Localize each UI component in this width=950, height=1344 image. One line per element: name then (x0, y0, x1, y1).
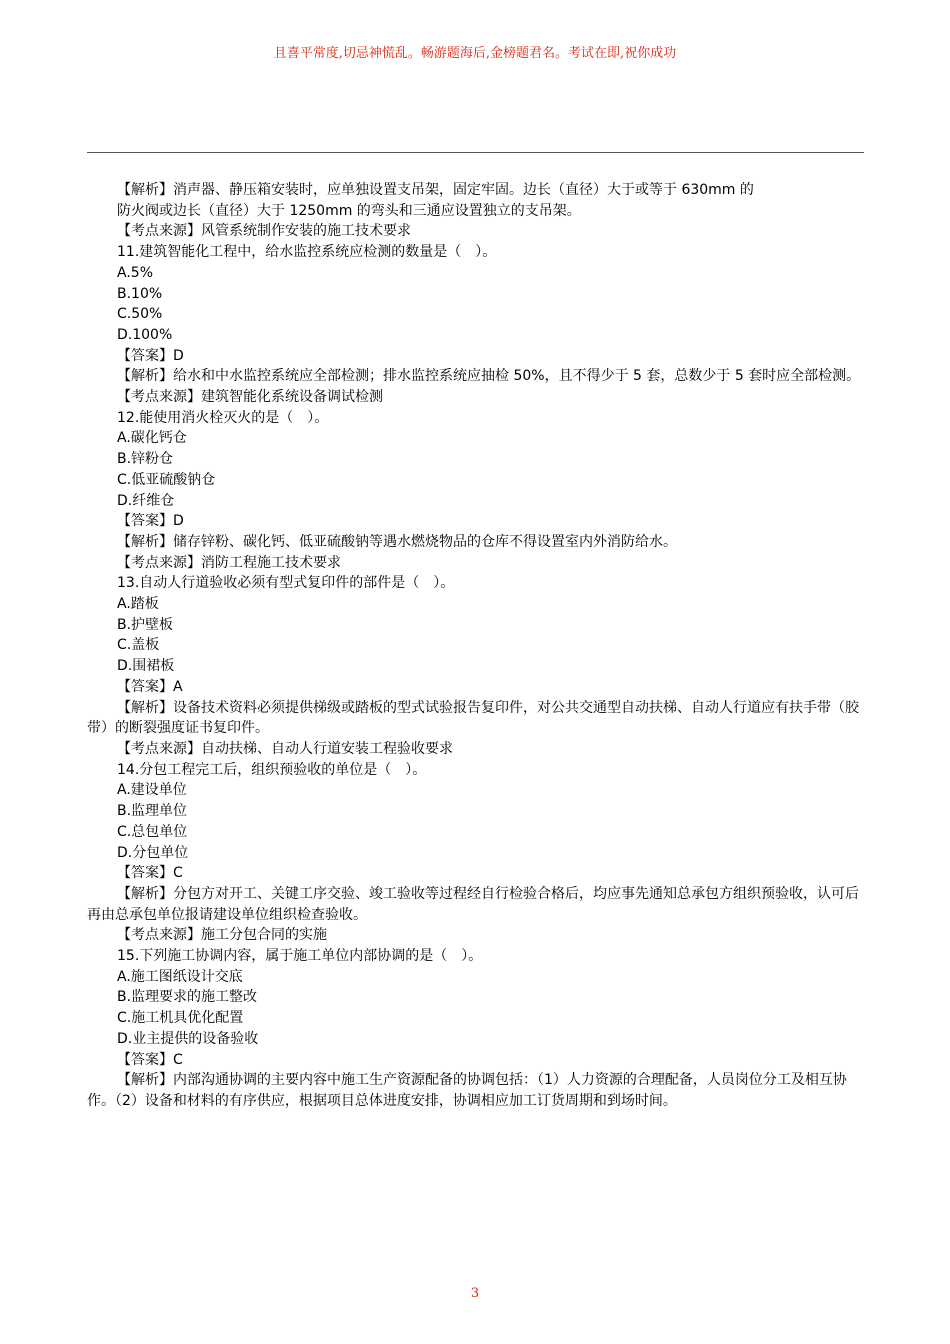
option-c: C.盖板 (117, 637, 160, 654)
option-d: D.纤维仓 (117, 492, 175, 509)
source-note: 【考点来源】自动扶梯、自动人行道安装工程验收要求 (117, 740, 453, 757)
explanation: 【解析】内部沟通协调的主要内容中施工生产资源配备的协调包括：（1）人力资源的合理配备，人员岗位分工及相互协作。（2）设备和材料的有序供应，根据项目总体进度安排，协调相应加工订货周期和到场时间。 (87, 1072, 847, 1109)
option-a: A.踏板 (117, 596, 159, 613)
explanation: 【解析】储存锌粉、碳化钙、低亚硫酸钠等遇水燃烧物品的仓库不得设置室内外消防给水。 (117, 533, 677, 550)
source-note: 【考点来源】施工分包合同的实施 (117, 927, 327, 944)
option-b: B.护壁板 (117, 616, 174, 633)
option-d: D.围裙板 (117, 658, 175, 675)
source-note: 【考点来源】建筑智能化系统设备调试检测 (117, 389, 383, 406)
option-a: A.5% (117, 264, 153, 281)
option-a: A.施工图纸设计交底 (117, 968, 243, 985)
option-d: D.100% (117, 326, 173, 343)
answer: 【答案】C (117, 865, 183, 882)
answer: 【答案】D (117, 347, 184, 364)
question-11: 11.建筑智能化工程中，给水监控系统应检测的数量是（ ）。 (117, 244, 497, 261)
option-b: B.锌粉仓 (117, 451, 174, 468)
option-c: C.50% (117, 306, 163, 323)
option-c: C.低亚硫酸钠仓 (117, 471, 216, 488)
answer: 【答案】C (117, 1051, 183, 1068)
source-note: 【考点来源】消防工程施工技术要求 (117, 554, 341, 571)
header-motto: 且喜平常度,切忌神慌乱。畅游题海后,金榜题君名。考试在即,祝你成功 (273, 46, 677, 61)
explanation: 【解析】设备技术资料必须提供梯级或踏板的型式试验报告复印件，对公共交通型自动扶梯、自动人行道应有扶手带（胶带）的断裂强度证书复印件。 (87, 699, 859, 737)
option-c: C.施工机具优化配置 (117, 1010, 244, 1027)
question-13: 13.自动人行道验收必须有型式复印件的部件是（ ）。 (117, 575, 455, 592)
option-b: B.监理单位 (117, 803, 188, 820)
option-a: A.建设单位 (117, 782, 187, 799)
source-note: 【考点来源】风管系统制作安装的施工技术要求 (117, 223, 411, 240)
question-15: 15.下列施工协调内容，属于施工单位内部协调的是（ ）。 (117, 948, 483, 965)
explanation-continued: 防火阀或边长（直径）大于 1250mm 的弯头和三通应设置独立的支吊架。 (117, 202, 581, 219)
header-divider (87, 152, 864, 153)
option-a: A.碳化钙仓 (117, 430, 187, 447)
explanation: 【解析】消声器、静压箱安装时，应单独设置支吊架，固定牢固。边长（直径）大于或等于 630mm 的 (117, 182, 754, 198)
option-b: B.监理要求的施工整改 (117, 989, 258, 1006)
explanation: 【解析】给水和中水监控系统应全部检测；排水监控系统应抽检 50%，且不得少于 5 套，总数少于 5 套时应全部检测。 (117, 368, 861, 385)
option-c: C.总包单位 (117, 823, 188, 840)
question-14: 14.分包工程完工后，组织预验收的单位是（ ）。 (117, 761, 427, 778)
option-b: B.10% (117, 285, 163, 302)
option-d: D.分包单位 (117, 844, 189, 861)
answer: 【答案】A (117, 678, 183, 695)
answer: 【答案】D (117, 513, 184, 530)
option-d: D.业主提供的设备验收 (117, 1030, 259, 1047)
page-number: 3 (470, 1286, 480, 1301)
question-12: 12.能使用消火栓灭火的是（ ）。 (117, 409, 329, 426)
document-body (87, 180, 867, 1112)
explanation: 【解析】分包方对开工、关键工序交验、竣工验收等过程经自行检验合格后，均应事先通知总承包方组织预验收，认可后再由总承包单位报请建设单位组织检查验收。 (87, 885, 859, 923)
